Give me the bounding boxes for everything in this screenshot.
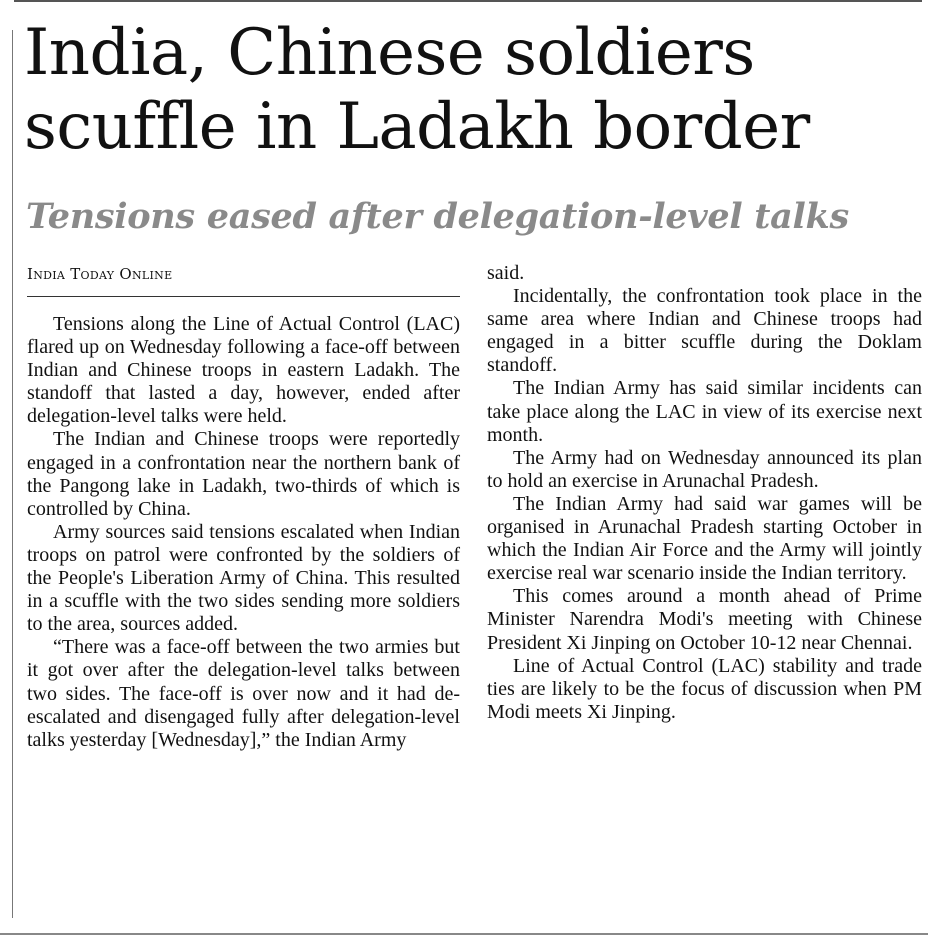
paragraph: This comes around a month ahead of Prime Minister Narendra Modi's meeting with Chinese President Xi Jinping on October 10-12 near Chennai. — [487, 585, 922, 654]
headline — [24, 16, 924, 164]
byline: India Today Online — [27, 265, 173, 283]
column-side-rule — [12, 30, 13, 918]
paragraph: Tensions along the Line of Actual Control (LAC) flared up on Wednesday following a face-off between Indian and Chinese troops in eastern Ladakh. The standoff that lasted a day, however, ended after delegation-level talks were held. — [27, 313, 460, 428]
paragraph: The Indian Army had said war games will be organised in Arunachal Pradesh starting October in which the Indian Air Force and the Army will jointly exercise real war scenario inside the Indian territory. — [487, 492, 922, 585]
headline-line-2: scuffle in Ladakh border — [24, 90, 810, 164]
paragraph: Incidentally, the confrontation took place in the same area where Indian and Chinese troops had engaged in a bitter scuffle during the Doklam standoff. — [487, 285, 922, 377]
left-column — [27, 313, 460, 752]
paragraph-continuation: said. — [487, 262, 525, 284]
headline-line-1: India, Chinese soldiers — [24, 16, 755, 90]
paragraph: “There was a face-off between the two armies but it got over after the delegation-level talks between two sides. The face-off is over now and it had de-escalated and disengaged fully after delegation-level talks yesterday [Wednesday],” the Indian Army — [27, 636, 460, 751]
right-column — [487, 262, 922, 724]
paragraph: Army sources said tensions escalated when Indian troops on patrol were confronted by the soldiers of the People's Liberation Army of China. This resulted in a scuffle with the two sides sending more soldiers to the area, sources added. — [27, 520, 460, 636]
paragraph: The Army had on Wednesday announced its plan to hold an exercise in Arunachal Pradesh. — [487, 446, 922, 492]
subheadline: Tensions eased after delegation-level talks — [26, 196, 849, 237]
byline-rule — [27, 296, 460, 297]
paragraph: Line of Actual Control (LAC) stability and trade ties are likely to be the focus of discussion when PM Modi meets Xi Jinping. — [487, 654, 922, 723]
bottom-rule — [0, 933, 928, 935]
top-rule — [14, 0, 922, 2]
paragraph: The Indian Army has said similar incidents can take place along the LAC in view of its exercise next month. — [487, 377, 922, 446]
paragraph: The Indian and Chinese troops were reportedly engaged in a confrontation near the northern bank of the Pangong lake in Ladakh, two-thirds of which is controlled by China. — [27, 428, 460, 520]
